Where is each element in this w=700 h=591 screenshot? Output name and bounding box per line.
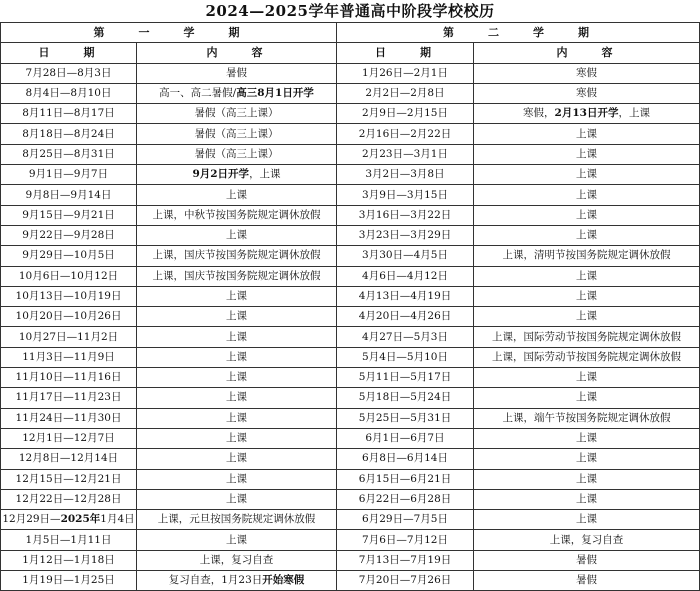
date-cell bbox=[1, 388, 137, 408]
cell-text: 8月4日—8月10日 bbox=[25, 87, 112, 100]
emphasis-text: 开始寒假 bbox=[262, 574, 305, 587]
cell-text: 上课 bbox=[226, 391, 247, 404]
content-cell bbox=[137, 185, 337, 205]
cell-text: 9月29日—10月5日 bbox=[22, 249, 115, 262]
table-row bbox=[1, 266, 700, 286]
date-cell bbox=[337, 185, 474, 205]
table-row bbox=[1, 368, 700, 388]
content-cell bbox=[474, 510, 700, 530]
emphasis-text: 2025年 bbox=[60, 513, 101, 526]
content-cell bbox=[137, 327, 337, 347]
content-cell bbox=[474, 205, 700, 225]
table-row bbox=[1, 449, 700, 469]
cell-text: 上课，元旦按国务院规定调休放假 bbox=[157, 513, 316, 526]
content-cell bbox=[474, 388, 700, 408]
content-cell bbox=[474, 469, 700, 489]
content-cell bbox=[474, 104, 700, 124]
cell-text: 6月15日—6月21日 bbox=[358, 472, 452, 485]
cell-text: 9月15日—9月21日 bbox=[22, 208, 115, 221]
date-cell bbox=[1, 469, 137, 489]
cell-text: 8月25日—8月31日 bbox=[22, 147, 115, 160]
content-cell bbox=[474, 307, 700, 327]
date-cell bbox=[337, 550, 474, 570]
content-cell bbox=[137, 63, 337, 83]
cell-text: 12月1日—12月7日 bbox=[22, 432, 115, 445]
date-cell bbox=[337, 124, 474, 144]
cell-text: 6月1日—6月7日 bbox=[365, 432, 445, 445]
cell-text: 暑假 bbox=[576, 574, 597, 587]
cell-text: 5月4日—5月10日 bbox=[362, 350, 448, 363]
date-cell bbox=[337, 368, 474, 388]
cell-text: 11月24日—11月30日 bbox=[15, 411, 122, 424]
cell-text: 10月13日—10月19日 bbox=[15, 290, 122, 302]
date-cell bbox=[337, 63, 474, 83]
date-cell bbox=[1, 307, 137, 327]
content-cell bbox=[474, 63, 700, 83]
date-cell bbox=[1, 165, 137, 185]
cell-text: 上课 bbox=[576, 432, 597, 445]
date-cell bbox=[1, 571, 137, 591]
date-cell bbox=[1, 225, 137, 245]
table-row bbox=[1, 489, 700, 509]
cell-text: 6月22日—6月28日 bbox=[358, 492, 452, 505]
content-cell bbox=[137, 489, 337, 509]
date-cell bbox=[337, 489, 474, 509]
cell-text: 11月10日—11月16日 bbox=[15, 371, 122, 384]
cell-text: 暑假 bbox=[226, 66, 247, 79]
content-cell bbox=[137, 530, 337, 550]
content-header-2: 内 容 bbox=[474, 43, 700, 63]
semester-header-row bbox=[1, 23, 700, 43]
date-cell bbox=[337, 205, 474, 225]
cell-text: 上课 bbox=[576, 452, 597, 465]
date-cell bbox=[1, 124, 137, 144]
content-cell bbox=[137, 225, 337, 245]
cell-text: 4月6日—4月12日 bbox=[362, 269, 448, 282]
content-cell bbox=[474, 550, 700, 570]
cell-text: 上课 bbox=[226, 492, 247, 505]
cell-text: 暑假（高三上课） bbox=[194, 147, 279, 160]
content-header-1: 内 容 bbox=[137, 43, 337, 63]
date-cell bbox=[337, 266, 474, 286]
table-row bbox=[1, 63, 700, 83]
table-row bbox=[1, 327, 700, 347]
cell-text: 上课 bbox=[226, 533, 247, 546]
table-row bbox=[1, 388, 700, 408]
table-row bbox=[1, 510, 700, 530]
content-cell bbox=[474, 144, 700, 164]
content-cell bbox=[474, 83, 700, 103]
content-cell bbox=[137, 104, 337, 124]
cell-text: 上课，国庆节按国务院规定调休放假 bbox=[152, 249, 321, 262]
date-cell bbox=[1, 510, 137, 530]
date-cell bbox=[337, 83, 474, 103]
semester-1-header: 第 一 学 期 bbox=[1, 23, 337, 43]
cell-text: 高一、高二暑假/ bbox=[159, 87, 237, 100]
date-cell bbox=[1, 286, 137, 306]
cell-text: 12月8日—12月14日 bbox=[18, 452, 119, 465]
table-row bbox=[1, 307, 700, 327]
date-cell bbox=[337, 469, 474, 489]
cell-text: 上课 bbox=[226, 371, 247, 384]
cell-text: 9月8日—9月14日 bbox=[25, 188, 112, 201]
date-cell bbox=[337, 246, 474, 266]
table-row bbox=[1, 165, 700, 185]
cell-text: 9月22日—9月28日 bbox=[22, 229, 115, 242]
cell-text: 上课，复习自查 bbox=[549, 533, 624, 546]
cell-text: 上课 bbox=[226, 330, 247, 343]
cell-text: 7月6日—7月12日 bbox=[362, 533, 448, 546]
content-cell bbox=[137, 124, 337, 144]
content-cell bbox=[137, 469, 337, 489]
content-cell bbox=[137, 571, 337, 591]
page-title: 2024—2025学年普通高中阶段学校校历 bbox=[205, 2, 495, 20]
cell-text: 5月11日—5月17日 bbox=[358, 371, 452, 384]
date-cell bbox=[337, 428, 474, 448]
cell-text: 上课，国际劳动节按国务院规定调休放假 bbox=[492, 350, 681, 363]
cell-text: 上课，复习自查 bbox=[199, 553, 274, 566]
date-cell bbox=[1, 104, 137, 124]
cell-text: ，上课 bbox=[249, 168, 281, 181]
cell-text: 3月9日—3月15日 bbox=[362, 188, 448, 201]
column-header-row bbox=[1, 43, 700, 63]
table-row bbox=[1, 571, 700, 591]
cell-text: 11月3日—11月9日 bbox=[22, 350, 115, 363]
date-cell bbox=[1, 530, 137, 550]
content-cell bbox=[137, 246, 337, 266]
cell-text: 4月13日—4月19日 bbox=[358, 290, 452, 302]
cell-text: 7月28日—8月3日 bbox=[25, 66, 112, 79]
cell-text: 寒假 bbox=[576, 66, 597, 79]
date-cell bbox=[1, 63, 137, 83]
cell-text: 12月15日—12月21日 bbox=[15, 472, 122, 485]
cell-text: 寒假 bbox=[576, 87, 597, 100]
content-cell bbox=[474, 449, 700, 469]
school-calendar-table bbox=[0, 22, 700, 591]
cell-text: 上课 bbox=[226, 290, 247, 302]
date-cell bbox=[337, 530, 474, 550]
cell-text: 上课 bbox=[576, 513, 597, 526]
semester-2-header: 第 二 学 期 bbox=[337, 23, 700, 43]
date-cell bbox=[1, 550, 137, 570]
cell-text: 10月27日—11月2日 bbox=[18, 330, 119, 343]
date-cell bbox=[337, 225, 474, 245]
date-cell bbox=[1, 428, 137, 448]
content-cell bbox=[137, 408, 337, 428]
date-cell bbox=[337, 144, 474, 164]
date-cell bbox=[1, 205, 137, 225]
cell-text: 上课 bbox=[226, 229, 247, 242]
date-cell bbox=[337, 286, 474, 306]
table-row bbox=[1, 428, 700, 448]
content-cell bbox=[474, 428, 700, 448]
table-row bbox=[1, 246, 700, 266]
cell-text: 10月20日—10月26日 bbox=[15, 310, 122, 323]
content-cell bbox=[474, 489, 700, 509]
emphasis-text: 2月13日开学 bbox=[554, 107, 619, 120]
cell-text: 5月18日—5月24日 bbox=[358, 391, 452, 404]
date-cell bbox=[337, 571, 474, 591]
table-row bbox=[1, 408, 700, 428]
content-cell bbox=[137, 144, 337, 164]
cell-text: 12月29日— bbox=[2, 513, 61, 526]
content-cell bbox=[137, 307, 337, 327]
date-cell bbox=[337, 104, 474, 124]
cell-text: 上课 bbox=[576, 472, 597, 485]
table-row bbox=[1, 205, 700, 225]
cell-text: 上课，中秋节按国务院规定调休放假 bbox=[152, 208, 321, 221]
content-cell bbox=[474, 327, 700, 347]
cell-text: 上课 bbox=[226, 411, 247, 424]
cell-text: 3月2日—3月8日 bbox=[365, 168, 445, 181]
content-cell bbox=[137, 165, 337, 185]
cell-text: 复习自查，1月23日 bbox=[168, 574, 263, 587]
cell-text: 3月16日—3月22日 bbox=[358, 208, 452, 221]
cell-text: 上课 bbox=[576, 269, 597, 282]
content-cell bbox=[474, 266, 700, 286]
date-header-1: 日 期 bbox=[1, 43, 137, 63]
cell-text: 上课 bbox=[576, 310, 597, 323]
content-cell bbox=[474, 246, 700, 266]
cell-text: 2月2日—2月8日 bbox=[365, 87, 445, 100]
date-cell bbox=[337, 388, 474, 408]
cell-text: 1月5日—1月11日 bbox=[25, 533, 112, 546]
table-row bbox=[1, 347, 700, 367]
date-header-2: 日 期 bbox=[337, 43, 474, 63]
cell-text: 1月12日—1月18日 bbox=[22, 553, 115, 566]
cell-text: 10月6日—10月12日 bbox=[18, 269, 119, 282]
cell-text: 上课 bbox=[226, 432, 247, 445]
cell-text: 12月22日—12月28日 bbox=[15, 492, 122, 505]
content-cell bbox=[474, 530, 700, 550]
content-cell bbox=[474, 286, 700, 306]
cell-text: 上课 bbox=[576, 208, 597, 221]
content-cell bbox=[474, 225, 700, 245]
cell-text: 2月16日—2月22日 bbox=[358, 127, 452, 140]
content-cell bbox=[137, 449, 337, 469]
cell-text: 上课 bbox=[576, 290, 597, 302]
content-cell bbox=[474, 185, 700, 205]
cell-text: 3月23日—3月29日 bbox=[358, 229, 452, 242]
cell-text: 上课 bbox=[226, 188, 247, 201]
cell-text: 7月20日—7月26日 bbox=[358, 574, 452, 587]
content-cell bbox=[137, 388, 337, 408]
content-cell bbox=[137, 83, 337, 103]
cell-text: 上课 bbox=[226, 310, 247, 323]
content-cell bbox=[137, 266, 337, 286]
cell-text: 寒假， bbox=[523, 107, 555, 120]
cell-text: 上课 bbox=[576, 391, 597, 404]
content-cell bbox=[474, 571, 700, 591]
cell-text: 上课 bbox=[226, 350, 247, 363]
content-cell bbox=[474, 165, 700, 185]
cell-text: 上课 bbox=[576, 371, 597, 384]
cell-text: 5月25日—5月31日 bbox=[358, 411, 452, 424]
emphasis-text: 高三8月1日开学 bbox=[236, 87, 314, 100]
table-row bbox=[1, 144, 700, 164]
cell-text: 9月1日—9月7日 bbox=[28, 168, 109, 181]
date-cell bbox=[1, 408, 137, 428]
date-cell bbox=[1, 266, 137, 286]
cell-text: 8月11日—8月17日 bbox=[22, 107, 115, 120]
cell-text: 上课 bbox=[226, 452, 247, 465]
cell-text: 上课，清明节按国务院规定调休放假 bbox=[502, 249, 671, 262]
date-cell bbox=[1, 144, 137, 164]
table-row bbox=[1, 124, 700, 144]
table-row bbox=[1, 104, 700, 124]
content-cell bbox=[137, 428, 337, 448]
date-cell bbox=[337, 510, 474, 530]
content-cell bbox=[474, 124, 700, 144]
date-cell bbox=[1, 489, 137, 509]
cell-text: 上课 bbox=[576, 492, 597, 505]
table-row bbox=[1, 83, 700, 103]
table-row bbox=[1, 469, 700, 489]
date-cell bbox=[337, 327, 474, 347]
cell-text: 上课 bbox=[576, 127, 597, 140]
content-cell bbox=[137, 550, 337, 570]
cell-text: 2月23日—3月1日 bbox=[362, 147, 448, 160]
cell-text: 6月29日—7月5日 bbox=[362, 513, 448, 526]
content-cell bbox=[137, 286, 337, 306]
cell-text: 4月20日—4月26日 bbox=[358, 310, 452, 323]
cell-text: 上课，国庆节按国务院规定调休放假 bbox=[152, 269, 321, 282]
date-cell bbox=[337, 307, 474, 327]
date-cell bbox=[1, 246, 137, 266]
cell-text: 上课 bbox=[576, 147, 597, 160]
cell-text: 1月4日 bbox=[100, 513, 135, 526]
emphasis-text: 9月2日开学 bbox=[192, 168, 250, 181]
content-cell bbox=[474, 408, 700, 428]
cell-text: 暑假（高三上课） bbox=[194, 127, 279, 140]
cell-text: 上课，端午节按国务院规定调休放假 bbox=[502, 411, 671, 424]
content-cell bbox=[474, 347, 700, 367]
cell-text: 1月19日—1月25日 bbox=[22, 574, 115, 587]
cell-text: 7月13日—7月19日 bbox=[358, 553, 452, 566]
cell-text: 1月26日—2月1日 bbox=[362, 66, 448, 79]
cell-text: 暑假 bbox=[576, 553, 597, 566]
cell-text: 上课 bbox=[576, 229, 597, 242]
date-cell bbox=[1, 83, 137, 103]
date-cell bbox=[337, 408, 474, 428]
date-cell bbox=[337, 165, 474, 185]
date-cell bbox=[1, 185, 137, 205]
date-cell bbox=[1, 449, 137, 469]
date-cell bbox=[337, 449, 474, 469]
cell-text: 上课 bbox=[576, 168, 597, 181]
content-cell bbox=[137, 510, 337, 530]
cell-text: 6月8日—6月14日 bbox=[362, 452, 448, 465]
cell-text: 3月30日—4月5日 bbox=[362, 249, 448, 262]
cell-text: 上课，国际劳动节按国务院规定调休放假 bbox=[492, 330, 681, 343]
cell-text: 4月27日—5月3日 bbox=[362, 330, 448, 343]
cell-text: 上课 bbox=[226, 472, 247, 485]
table-row bbox=[1, 225, 700, 245]
date-cell bbox=[337, 347, 474, 367]
date-cell bbox=[1, 368, 137, 388]
table-row bbox=[1, 286, 700, 306]
content-cell bbox=[137, 368, 337, 388]
cell-text: ，上课 bbox=[618, 107, 650, 120]
content-cell bbox=[474, 368, 700, 388]
table-row bbox=[1, 530, 700, 550]
cell-text: 8月18日—8月24日 bbox=[22, 127, 115, 140]
date-cell bbox=[1, 327, 137, 347]
date-cell bbox=[1, 347, 137, 367]
cell-text: 暑假（高三上课） bbox=[194, 107, 279, 120]
table-row bbox=[1, 185, 700, 205]
content-cell bbox=[137, 347, 337, 367]
cell-text: 2月9日—2月15日 bbox=[362, 107, 448, 120]
cell-text: 11月17日—11月23日 bbox=[15, 391, 122, 404]
cell-text: 上课 bbox=[576, 188, 597, 201]
table-row bbox=[1, 550, 700, 570]
content-cell bbox=[137, 205, 337, 225]
